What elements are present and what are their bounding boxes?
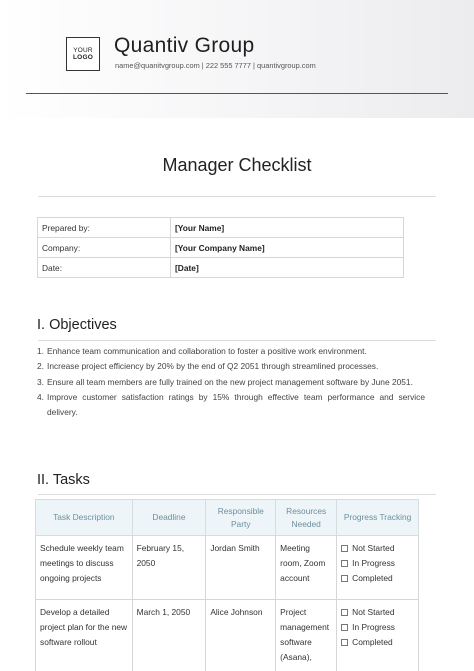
list-number: 1. [37, 346, 44, 356]
document-title: Manager Checklist [162, 155, 312, 175]
column-header: Deadline [132, 500, 206, 536]
list-item [37, 390, 425, 421]
list-text: Ensure all team members are fully trained on the new project management software by June 2051. [47, 376, 413, 387]
checkbox-label: Not Started [352, 543, 395, 553]
info-value: [Your Name] [171, 218, 404, 238]
objectives-divider [38, 340, 436, 341]
checkbox-label: Completed [352, 573, 393, 583]
checkbox-in-progress[interactable] [341, 620, 414, 635]
checkbox-label: In Progress [352, 558, 395, 568]
list-number: 4. [37, 391, 44, 402]
column-header: Task Description [36, 500, 133, 536]
info-table [37, 217, 404, 278]
task-deadline: February 15, 2050 [132, 536, 206, 600]
list-number: 3. [37, 376, 44, 387]
checkbox-completed[interactable] [341, 571, 414, 586]
table-header-row [36, 500, 419, 536]
company-contact: name@quanitvgroup.com | 222 555 7777 | quantivgroup.com [115, 61, 316, 70]
list-text: Increase project efficiency by 20% by the end of Q2 2051 through streamlined processes. [47, 361, 379, 372]
checkbox-icon[interactable] [341, 560, 348, 567]
checkbox-not-started[interactable] [341, 605, 414, 620]
checkbox-icon[interactable] [341, 545, 348, 552]
task-resources: Project management software (Asana), [276, 600, 337, 671]
objectives-list [37, 344, 425, 420]
list-item [37, 375, 425, 390]
info-row-date [38, 258, 404, 278]
column-header: Progress Tracking [337, 500, 419, 536]
info-label: Prepared by: [38, 218, 171, 238]
info-value: [Date] [171, 258, 404, 278]
tasks-divider [38, 494, 436, 495]
list-text: Enhance team communication and collaboration to foster a positive work environment. [47, 346, 367, 356]
task-deadline: March 1, 2050 [132, 600, 206, 671]
info-row-prepared-by [38, 218, 404, 238]
logo-text-line2: LOGO [73, 54, 93, 61]
checkbox-icon[interactable] [341, 639, 348, 646]
checkbox-label: Completed [352, 637, 393, 647]
checkbox-in-progress[interactable] [341, 556, 414, 571]
company-name: Quantiv Group [114, 34, 255, 57]
checkbox-completed[interactable] [341, 635, 414, 650]
checkbox-icon[interactable] [341, 624, 348, 631]
checkbox-label: Not Started [352, 607, 395, 617]
checkbox-label: In Progress [352, 622, 395, 632]
list-text: Improve customer satisfaction ratings by 15% through effective team performance and service delivery. [47, 391, 425, 418]
info-value: [Your Company Name] [171, 238, 404, 258]
list-number: 2. [37, 361, 44, 372]
column-header: Resources Needed [276, 500, 337, 536]
letterhead [0, 0, 474, 118]
objectives-heading: I. Objectives [37, 317, 117, 333]
table-row [36, 600, 419, 671]
column-header: Responsible Party [206, 500, 276, 536]
checkbox-icon[interactable] [341, 609, 348, 616]
task-description: Schedule weekly team meetings to discuss ongoing projects [36, 536, 133, 600]
task-progress [337, 600, 419, 671]
checkbox-icon[interactable] [341, 575, 348, 582]
table-row [36, 536, 419, 600]
task-party: Alice Johnson [206, 600, 276, 671]
tasks-table [35, 499, 419, 671]
task-resources: Meeting room, Zoom account [276, 536, 337, 600]
task-description: Develop a detailed project plan for the new software rollout [36, 600, 133, 671]
info-row-company [38, 238, 404, 258]
task-progress [337, 536, 419, 600]
header-divider [26, 93, 448, 94]
list-item [37, 344, 425, 359]
task-party: Jordan Smith [206, 536, 276, 600]
logo-placeholder [66, 37, 100, 71]
checkbox-not-started[interactable] [341, 541, 414, 556]
info-label: Date: [38, 258, 171, 278]
list-item [37, 359, 425, 374]
logo-text-line1: YOUR [73, 47, 93, 54]
title-divider [38, 196, 436, 197]
tasks-heading: II. Tasks [37, 472, 90, 488]
info-label: Company: [38, 238, 171, 258]
